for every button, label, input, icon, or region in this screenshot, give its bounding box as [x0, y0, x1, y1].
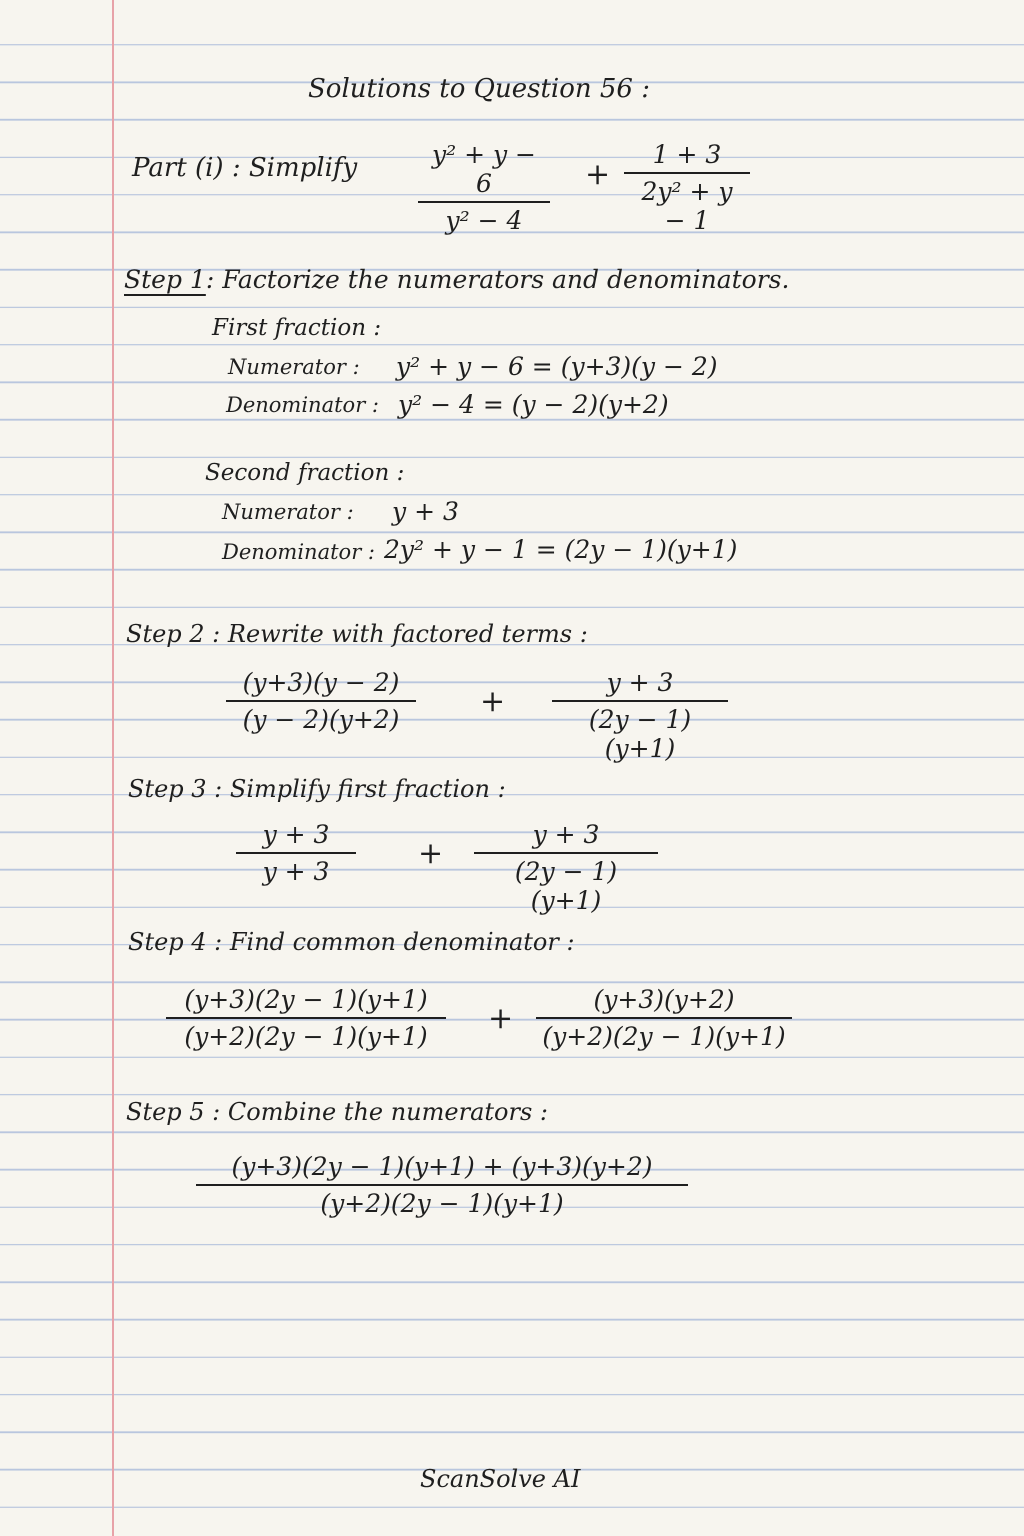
step4-heading: Step 4 : Find common denominator :	[128, 928, 575, 956]
step2-fraction-2-numerator: y + 3	[552, 668, 728, 702]
step1-first-denominator-expr: y² − 4 = (y − 2)(y+2)	[398, 390, 669, 419]
step3-plus-sign: +	[418, 836, 444, 871]
part-fraction-2-denominator: 2y² + y − 1	[641, 177, 733, 235]
step1-heading	[124, 265, 789, 294]
step4-fraction-1-numerator: (y+3)(2y − 1)(y+1)	[166, 985, 446, 1019]
step3-fraction-1	[236, 820, 356, 886]
step2-heading: Step 2 : Rewrite with factored terms :	[126, 620, 588, 648]
step1-second-fraction-heading: Second fraction :	[205, 460, 405, 486]
step3-fraction-1-denominator: y + 3	[262, 857, 330, 886]
part-fraction-1-numerator: y² + y − 6	[418, 140, 550, 203]
step1-second-denominator-label: Denominator :	[222, 540, 375, 564]
part-plus-sign: +	[585, 157, 611, 192]
step1-second-numerator-expr: y + 3	[392, 497, 459, 526]
step3-fraction-1-numerator: y + 3	[236, 820, 356, 854]
step3-fraction-2	[474, 820, 658, 915]
step5-fraction	[196, 1152, 688, 1218]
step1-second-numerator-label: Numerator :	[222, 500, 354, 524]
step1-first-fraction-heading: First fraction :	[212, 315, 382, 341]
step3-fraction-2-denominator: (2y − 1)(y+1)	[514, 857, 618, 915]
page-title: Solutions to Question 56 :	[308, 74, 650, 104]
step2-fraction-1-numerator: (y+3)(y − 2)	[226, 668, 416, 702]
part-fraction-1-denominator: y² − 4	[445, 206, 523, 235]
notebook-margin-line	[112, 0, 114, 1536]
step1-label: Step 1	[124, 265, 206, 294]
step4-fraction-1-denominator: (y+2)(2y − 1)(y+1)	[184, 1022, 428, 1051]
step2-fraction-1-denominator: (y − 2)(y+2)	[242, 705, 400, 734]
step5-fraction-denominator: (y+2)(2y − 1)(y+1)	[320, 1189, 564, 1218]
part-label: Part (i) : Simplify	[132, 153, 358, 183]
step2-fraction-2	[552, 668, 728, 763]
step1-second-denominator-expr: 2y² + y − 1 = (2y − 1)(y+1)	[384, 535, 738, 564]
step4-fraction-1	[166, 985, 446, 1051]
part-fraction-1	[418, 140, 550, 235]
step2-fraction-2-denominator: (2y − 1)(y+1)	[588, 705, 692, 763]
step4-fraction-2	[536, 985, 792, 1051]
step2-fraction-1	[226, 668, 416, 734]
part-fraction-2	[624, 140, 750, 235]
step2-plus-sign: +	[480, 684, 506, 719]
step1-text: : Factorize the numerators and denominators.	[205, 265, 790, 294]
footer-brand: ScanSolve AI	[420, 1465, 581, 1493]
step4-fraction-2-denominator: (y+2)(2y − 1)(y+1)	[542, 1022, 786, 1051]
step3-fraction-2-numerator: y + 3	[474, 820, 658, 854]
step5-heading: Step 5 : Combine the numerators :	[126, 1098, 548, 1126]
step3-heading: Step 3 : Simplify first fraction :	[128, 775, 506, 803]
step4-fraction-2-numerator: (y+3)(y+2)	[536, 985, 792, 1019]
step1-first-numerator-label: Numerator :	[228, 355, 360, 379]
step5-fraction-numerator: (y+3)(2y − 1)(y+1) + (y+3)(y+2)	[196, 1152, 688, 1186]
part-fraction-2-numerator: 1 + 3	[624, 140, 750, 174]
step4-plus-sign: +	[488, 1001, 514, 1036]
step1-first-denominator-label: Denominator :	[226, 393, 379, 417]
step1-first-numerator-expr: y² + y − 6 = (y+3)(y − 2)	[396, 352, 718, 381]
